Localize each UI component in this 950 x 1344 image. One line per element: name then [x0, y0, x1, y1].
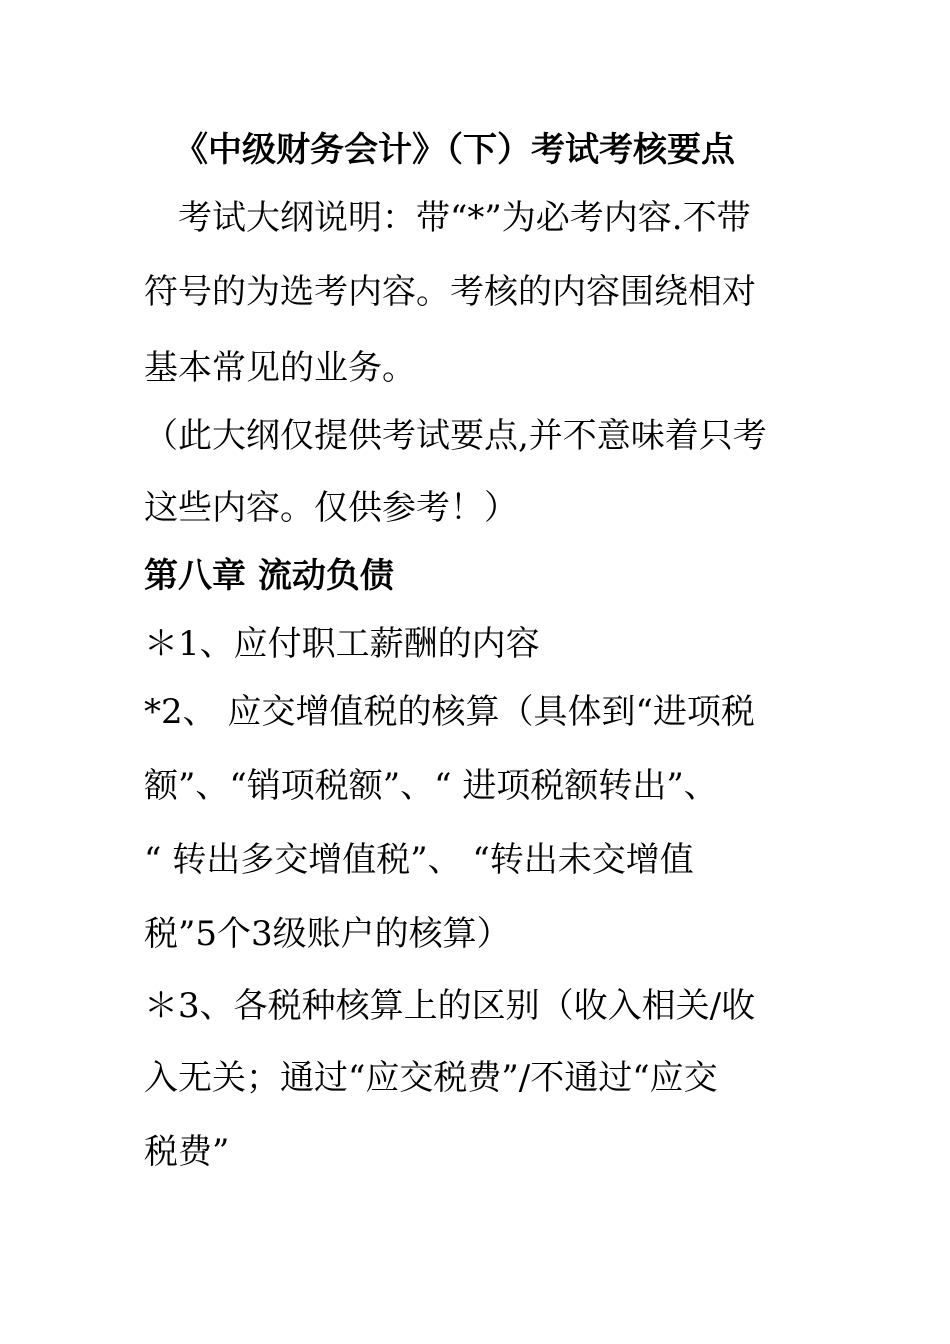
intro-line-2: 符号的为选考内容。考核的内容围绕相对: [144, 272, 756, 312]
item-line-3: 额”、“销项税额”、“ 进项税额转出”、: [144, 766, 718, 806]
item-line-2: *2、 应交增值税的核算（具体到“进项税: [144, 692, 755, 732]
intro-line-5: 这些内容。仅供参考！）: [144, 488, 518, 528]
item-line-4: “ 转出多交增值税”、 “转出未交增值: [144, 840, 694, 880]
intro-line-3: 基本常见的业务。: [144, 348, 416, 388]
item-line-8: 税费”: [144, 1132, 230, 1172]
chapter-heading: 第八章 流动负债: [144, 556, 394, 596]
item-line-6: ＊3、各税种核算上的区别（收入相关/收: [144, 986, 756, 1026]
item-line-7: 入无关；通过“应交税费”/不通过“应交: [144, 1058, 718, 1098]
item-line-5: 税”5个3级账户的核算）: [144, 914, 511, 954]
document-title: 《中级财务会计》（下）考试考核要点: [174, 130, 735, 170]
intro-line-1: 考试大纲说明：带“*”为必考内容.不带: [178, 198, 751, 238]
intro-line-4: （此大纲仅提供考试要点,并不意味着只考: [144, 416, 767, 456]
item-line-1: ＊1、应付职工薪酬的内容: [144, 624, 540, 664]
